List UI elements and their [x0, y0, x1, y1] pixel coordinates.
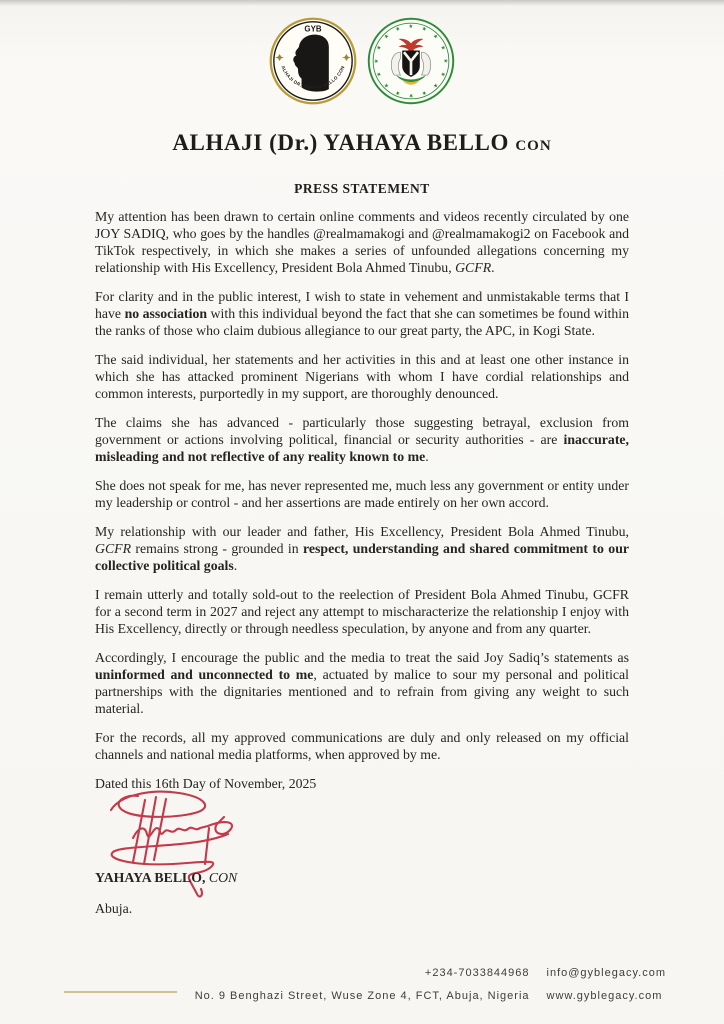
svg-text:★: ★: [431, 33, 439, 41]
press-statement-heading: PRESS STATEMENT: [294, 181, 430, 196]
letterhead-footer: [0, 944, 724, 1024]
dated-line: Dated this 16th Day of November, 2025: [95, 776, 317, 791]
signatory-name: YAHAYA BELLO: [95, 869, 202, 885]
document-paragraphs: [95, 208, 629, 763]
svg-text:★: ★: [438, 70, 447, 78]
signatory-separator: ,: [201, 869, 209, 885]
svg-text:★: ★: [374, 58, 380, 64]
paragraph: She does not speak for me, has never represented me, much less any government or entity under my leadership or control - and her assertions are made entirely on her own accord.: [95, 478, 629, 510]
footer-email: info@gyblegacy.com: [546, 967, 666, 979]
svg-text:★: ★: [375, 44, 384, 52]
svg-text:★: ★: [383, 33, 391, 41]
svg-text:★: ★: [442, 58, 448, 64]
gyb-ring-text: ALHAJI DR. YAHAYA BELLO CON: [280, 64, 346, 91]
paragraph: The said individual, her statements and her activities in this and at least one other instance in which she has attacked prominent Nigerians with whom I have cordial relationships and common interests, purportedly in my support, are thoroughly denounced.: [95, 352, 629, 401]
page-title: [0, 130, 724, 156]
svg-text:★: ★: [383, 81, 391, 89]
gyb-initials-text: GYB: [304, 24, 322, 34]
svg-text:★: ★: [394, 25, 402, 34]
nigeria-coat-of-arms-icon: [367, 17, 455, 105]
svg-text:★: ★: [431, 81, 439, 89]
footer-phone: +234-7033844968: [424, 967, 530, 979]
paragraph: I remain utterly and totally sold-out to the reelection of President Bola Ahmed Tinubu, GCFR for a second term in 2027 and reject any attempt to mischaracterize the relationship I enjoy with His Excellency, directly or through needless speculation, by anyone and from any quarter.: [95, 587, 629, 636]
svg-text:★: ★: [375, 70, 384, 78]
paragraph: For clarity and in the public interest, I wish to state in vehement and unmistakable terms that I have no association with this individual beyond the fact that she can sometimes be found within the ranks of those who claim dubious allegiance to our great party, the APC, in Kogi State.: [95, 289, 629, 338]
signatory-line: [95, 869, 629, 886]
signatory-location: Abuja.: [95, 900, 133, 916]
title-honorific: CON: [515, 138, 552, 154]
footer-website: www.gyblegacy.com: [546, 990, 663, 1002]
svg-text:★: ★: [394, 88, 402, 97]
paragraph: My attention has been drawn to certain online comments and videos recently circulated by one JOY SADIQ, who goes by the handles @realmamakogi and @realmamakogi2 on Facebook and TikTok respectively, in which she makes a series of unfounded allegations concerning my relationship with His Excellency, President Bola Ahmed Tinubu, GCFR.: [95, 209, 629, 275]
paragraph: For the records, all my approved communications are duly and only released on my official channels and national media platforms, when approved by me.: [95, 730, 629, 762]
footer-rule: [64, 991, 177, 993]
svg-text:★: ★: [420, 88, 428, 97]
signatory-honorific: CON: [208, 869, 238, 885]
paragraph: The claims she has advanced - particularly those suggesting betrayal, exclusion from government or actions involving political, financial or security authorities - are inaccurate, misleading and not reflective of any reality known to me.: [95, 415, 629, 464]
title-name: ALHAJI (Dr.) YAHAYA BELLO: [172, 130, 516, 155]
svg-text:★: ★: [408, 92, 414, 98]
svg-text:★: ★: [408, 24, 414, 30]
paragraph: Accordingly, I encourage the public and the media to treat the said Joy Sadiq’s statements as uninformed and unconnected to me, actuated by malice to sour my personal and political partnerships with the dignitaries mentioned and to refrain from giving any weight to such material.: [95, 650, 630, 716]
signature-scribble: [93, 786, 343, 911]
svg-text:★: ★: [420, 25, 428, 34]
header-logos: [0, 0, 724, 105]
gyb-seal-icon: [269, 17, 357, 105]
signature-block: [95, 792, 629, 855]
svg-text:★: ★: [438, 44, 447, 52]
footer-address: No. 9 Benghazi Street, Wuse Zone 4, FCT, Abuja, Nigeria: [194, 990, 530, 1002]
footer-contact-grid: [195, 967, 666, 1002]
document-body: [95, 208, 629, 917]
paragraph: My relationship with our leader and father, His Excellency, President Bola Ahmed Tinubu, GCFR remains strong - grounded in respect, understanding and shared commitment to our collective political goals.: [95, 524, 629, 573]
